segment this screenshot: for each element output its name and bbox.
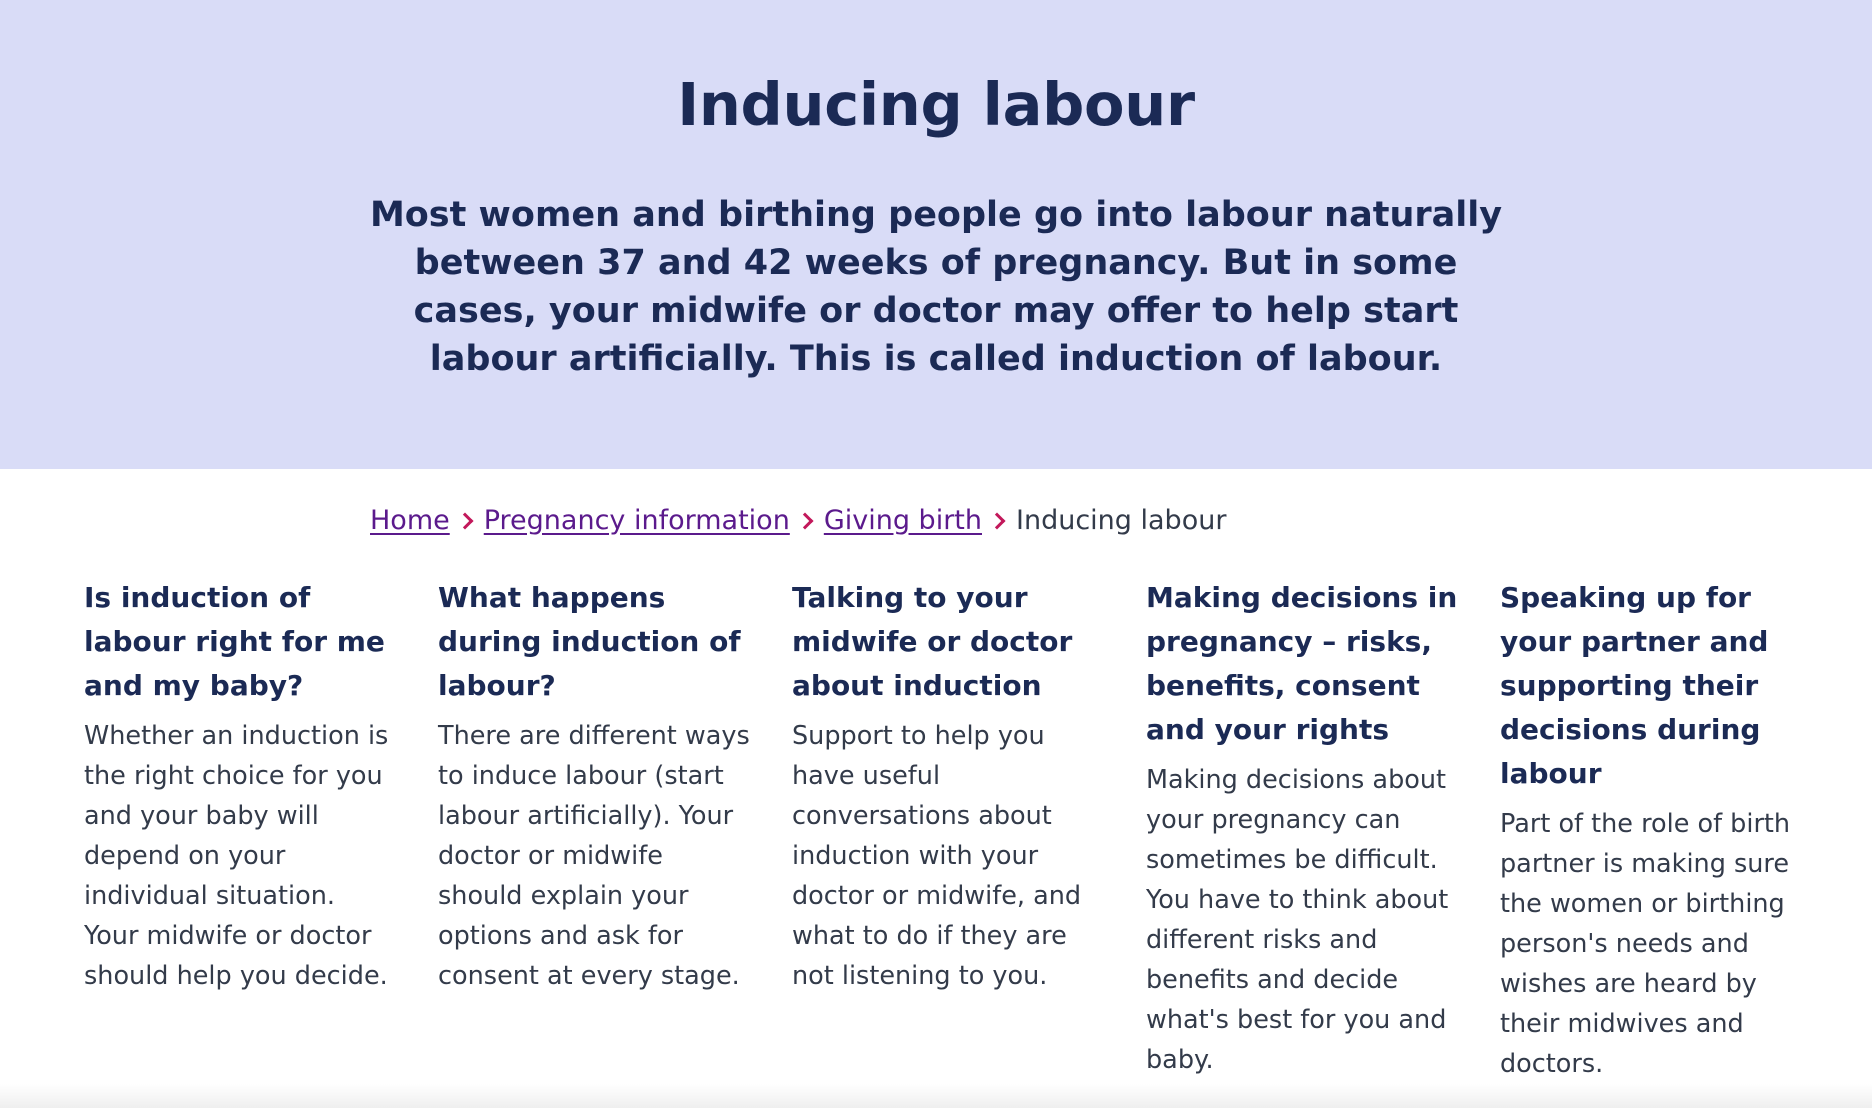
breadcrumb-current: Inducing labour xyxy=(1016,504,1227,536)
card-title[interactable]: Talking to your midwife or doctor about induction xyxy=(792,581,1073,702)
card-what-happens-during-induction[interactable] xyxy=(438,576,750,996)
card-making-decisions-in-pregnancy[interactable] xyxy=(1146,576,1458,1080)
chevron-right-icon xyxy=(989,513,1006,530)
card-title[interactable]: Making decisions in pregnancy – risks, benefits, consent and your rights xyxy=(1146,581,1458,746)
page-intro: Most women and birthing people go into labour naturally between 37 and 42 weeks of pregnancy. But in some cases, your midwife or doctor may offer to help start labour artificially. This is called induction of labour. xyxy=(369,195,1503,379)
card-description: Making decisions about your pregnancy can sometimes be difficult. You have to think about different risks and benefits and decide what's best for you and baby. xyxy=(1146,765,1449,1075)
breadcrumb-pregnancy-information-link[interactable]: Pregnancy information xyxy=(483,504,790,536)
page-title: Inducing labour xyxy=(677,70,1195,139)
bottom-fade xyxy=(0,1084,1872,1108)
card-description: There are different ways to induce labour (start labour artificially). Your doctor or midwife should explain your options and ask for consent at every stage. xyxy=(438,721,750,991)
card-description: Support to help you have useful conversations about induction with your doctor or midwife, and what to do if they are not listening to you. xyxy=(792,721,1082,991)
chevron-right-icon xyxy=(796,513,813,530)
card-talking-to-midwife-or-doctor[interactable] xyxy=(792,576,1104,996)
card-title[interactable]: Is induction of labour right for me and my baby? xyxy=(84,581,385,702)
chevron-right-icon xyxy=(456,513,473,530)
card-description: Whether an induction is the right choice for you and your baby will depend on your individual situation. Your midwife or doctor should help you decide. xyxy=(84,721,389,991)
card-title[interactable]: What happens during induction of labour? xyxy=(438,581,741,702)
card-title[interactable]: Speaking up for your partner and supporting their decisions during labour xyxy=(1500,581,1769,790)
card-speaking-up-for-your-partner[interactable] xyxy=(1500,576,1812,1084)
breadcrumb-home-link[interactable]: Home xyxy=(370,504,450,536)
hero-banner xyxy=(0,0,1872,469)
card-description: Part of the role of birth partner is making sure the women or birthing person's needs and wishes are heard by their midwives and doctors. xyxy=(1500,809,1791,1079)
breadcrumb xyxy=(370,500,1226,540)
card-induction-right-for-me[interactable] xyxy=(84,576,396,996)
breadcrumb-giving-birth-link[interactable]: Giving birth xyxy=(823,504,982,536)
